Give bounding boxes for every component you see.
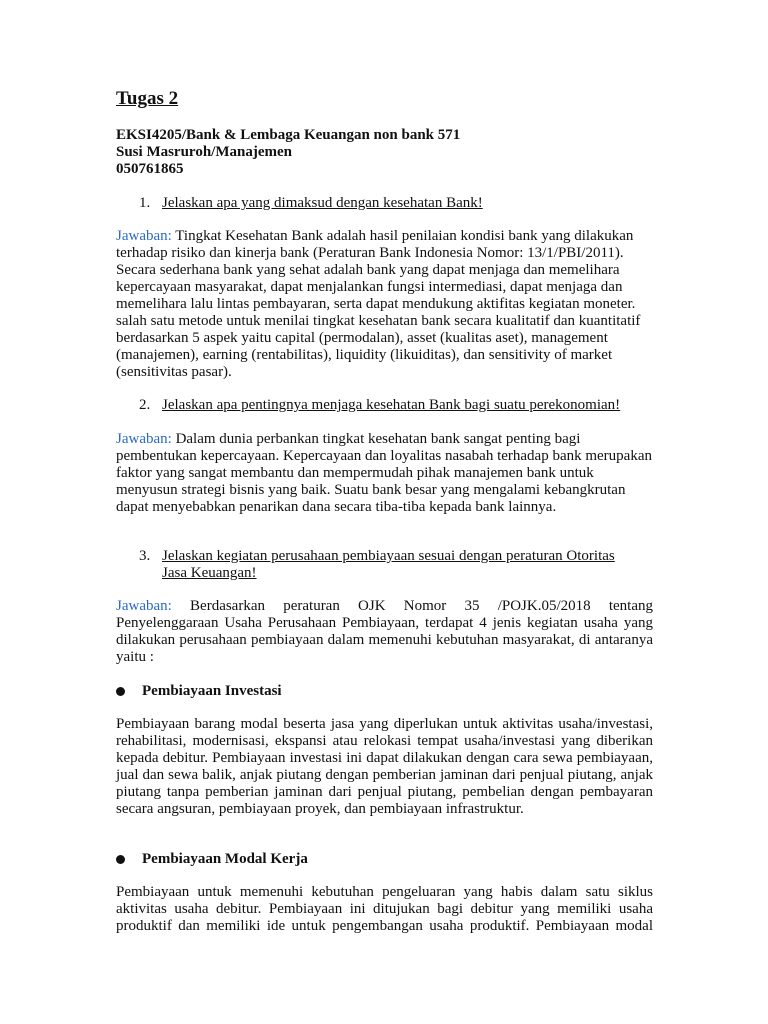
page-title: Tugas 2 bbox=[116, 88, 179, 109]
question-text: Jelaskan apa yang dimaksud dengan kesehatan Bank! bbox=[162, 195, 483, 211]
answer-text: Dalam dunia perbankan tingkat kesehatan bank sangat penting bagi pembentukan kepercayaan. Kepercayaan dan loyalitas nasabah terhadap bank merupakan faktor yang sangat membantu dan mempermudah pihak manajemen bank untuk menyusun strategi bisnis yang baik. Suatu bank besar yang mengalami kebangkrutan dapat menyebabkan penarikan dana secara tiba-tiba kepada bank lainnya. bbox=[116, 431, 652, 515]
question-1 bbox=[139, 195, 642, 212]
section-body-modal-kerja: Pembiayaan untuk memenuhi kebutuhan pengeluaran yang habis dalam satu siklus aktivitas usaha debitur. Pembiayaan ini ditujukan bagi debitur yang memiliki usaha produktif dan memiliki ide untuk pengembangan usaha produktif. Pembiayaan modal bbox=[116, 884, 653, 934]
course-line: EKSI4205/Bank & Lembaga Keuangan non bank 571 bbox=[116, 127, 461, 143]
answer-label: Jawaban: bbox=[116, 598, 172, 614]
answer-text: Berdasarkan peraturan OJK Nomor 35 /POJK.05/2018 tentang Penyelenggaraan Usaha Perusahaan Pembiayaan, terdapat 4 jenis kegiatan usaha yang dilakukan perusahaan pembiayaan dalam memenuhi kebutuhan masyarakat, di antaranya yaitu : bbox=[116, 598, 654, 665]
answer-label: Jawaban: bbox=[116, 228, 172, 244]
question-number: 3. bbox=[139, 548, 151, 564]
answer-3 bbox=[116, 598, 653, 666]
answer-label: Jawaban: bbox=[116, 431, 172, 447]
section-heading-modal-kerja bbox=[116, 851, 308, 868]
bullet-icon bbox=[116, 687, 125, 696]
question-number: 2. bbox=[139, 397, 151, 413]
section-heading-text: Pembiayaan Modal Kerja bbox=[142, 851, 308, 867]
section-body-investasi: Pembiayaan barang modal beserta jasa yang diperlukan untuk aktivitas usaha/investasi, rehabilitasi, modernisasi, ekspansi atau relokasi tempat usaha/investasi yang diberikan kepada debitur. Pembiayaan investasi ini dapat dilakukan dengan cara sewa pembiayaan, jual dan sewa balik, anjak piutang dengan pemberian jaminan dari penjual piutang, anjak piutang tanpa pemberian jaminan dari penjual piutang, pembelian dengan pembayaran secara angsuran, pembiayaan proyek, dan pembiayaan infrastruktur. bbox=[116, 716, 653, 817]
bullet-icon bbox=[116, 855, 125, 864]
question-2 bbox=[139, 397, 642, 414]
question-text: Jelaskan kegiatan perusahaan pembiayaan sesuai dengan peraturan Otoritas Jasa Keuangan! bbox=[162, 548, 615, 581]
answer-text: Tingkat Kesehatan Bank adalah hasil penilaian kondisi bank yang dilakukan terhadap risiko dan kinerja bank (Peraturan Bank Indonesia Nomor: 13/1/PBI/2011). Secara sederhana bank yang sehat adalah bank yang dapat menjaga dan memelihara kepercayaan masyarakat, dapat menjalankan fungsi intermediasi, dapat menjaga dan memelihara lalu lintas pembayaran, serta dapat mendukung aktifitas kegiatan moneter. salah satu metode untuk menilai tingkat kesehatan bank secara kualitatif dan kuantitatif berdasarkan 5 aspek yaitu capital (permodalan), asset (kualitas aset), management (manajemen), earning (rentabilitas), liquidity (likuiditas), dan sensitivity of market (sensitivitas pasar). bbox=[116, 228, 641, 380]
answer-1 bbox=[116, 228, 653, 381]
nim-line: 050761865 bbox=[116, 161, 184, 177]
question-3 bbox=[139, 548, 642, 582]
question-number: 1. bbox=[139, 195, 151, 211]
student-line: Susi Masruroh/Manajemen bbox=[116, 144, 292, 160]
section-heading-text: Pembiayaan Investasi bbox=[142, 683, 282, 699]
answer-2 bbox=[116, 431, 653, 516]
section-heading-investasi bbox=[116, 683, 282, 700]
question-text: Jelaskan apa pentingnya menjaga kesehatan Bank bagi suatu perekonomian! bbox=[162, 397, 621, 413]
document-header bbox=[116, 127, 460, 178]
